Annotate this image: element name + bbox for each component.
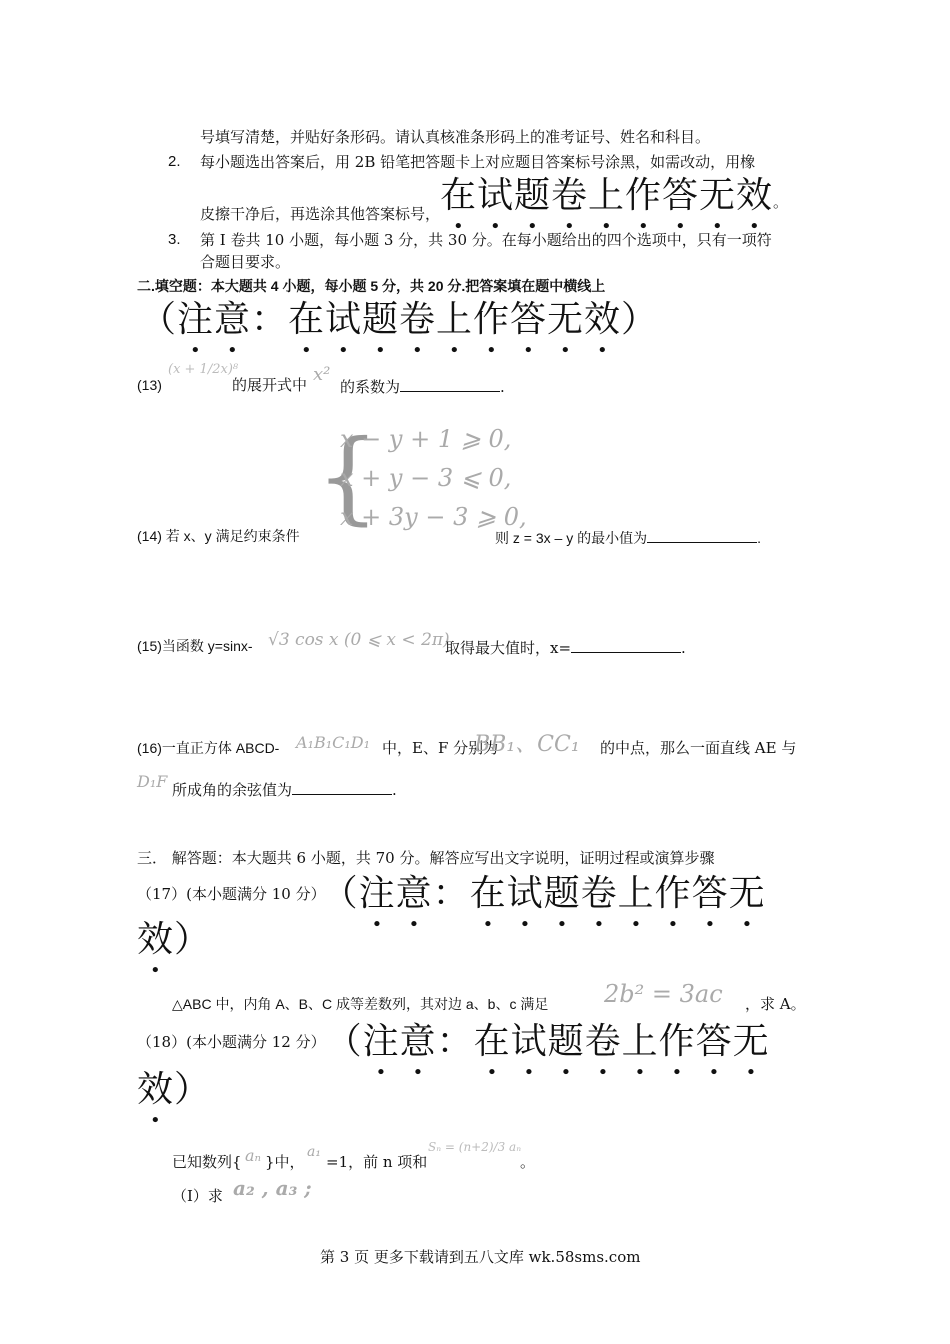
q17-warning-line2: 效） — [137, 919, 212, 960]
q16-label: (16)一直正方体 ABCD- — [137, 740, 280, 756]
q14-brace: { — [316, 418, 380, 535]
q18-an-expression: aₙ — [245, 1146, 262, 1165]
q14-text-end — [495, 526, 761, 548]
instruction-1-continued: 号填写清楚，并贴好条形码。请认真核准条形码上的准考证号、姓名和科目。 — [200, 128, 711, 146]
instruction-3-line2: 合题目要求。 — [200, 253, 291, 271]
q13-binomial-expression: (x + 1/2x)⁸ — [168, 362, 239, 377]
q15-label: (15)当函数 y=sinx- — [137, 638, 253, 654]
instruction-3-line1: 第 I 卷共 10 小题，每小题 3 分，共 30 分。在每小题给出的四个选项中，只有一项符 — [200, 231, 772, 249]
q14-constraint-3: x + 3y − 3 ⩾ 0, — [340, 503, 527, 531]
q15-end-text: 取得最大值时，x= — [445, 639, 572, 657]
q18-header — [137, 1020, 770, 1083]
instruction-2-warning: 在试题卷上作答无效 — [440, 175, 774, 216]
q13-period: . — [500, 378, 505, 396]
q14-answer-blank — [647, 526, 757, 543]
section-2-warning: （注意：在试题卷上作答无效） — [140, 299, 659, 340]
q18-text-d: 。 — [520, 1153, 536, 1171]
q15-expression: √3 cos x (0 ⩽ x < 2π) — [268, 630, 450, 650]
q17-warning-line1: （注意：在试题卷上作答无 — [339, 873, 766, 914]
q14-constraint-2: x + y − 3 ⩽ 0, — [340, 464, 512, 492]
section-2-heading: 二.填空题：本大题共 4 小题，每小题 5 分，共 20 分.把答案填在题中横线上 — [137, 278, 606, 294]
q14-period: . — [757, 530, 761, 546]
instruction-2-end: 。 — [773, 193, 789, 211]
q18-text-b: }中， — [265, 1153, 305, 1171]
q18-sn-expression: Sₙ = (n+2)/3 aₙ — [428, 1140, 522, 1154]
q18-part1-expression: a₂ , a₃ ; — [233, 1176, 312, 1200]
q16-answer-blank — [292, 778, 392, 795]
q17-label: （17）(本小题满分 10 分） — [137, 885, 326, 903]
instruction-2-text: 皮擦干净后，再选涂其他答案标号， — [200, 205, 441, 223]
q13-power-expression: x² — [313, 364, 331, 385]
q16-text-mid2: 的中点，那么一面直线 AE 与 — [600, 739, 797, 757]
q15-period: . — [681, 639, 686, 657]
instruction-2-line1: 每小题选出答案后，用 2B 铅笔把答题卡上对应题目答案标号涂黑，如需改动，用橡 — [200, 153, 756, 171]
q17-header — [137, 872, 766, 935]
q18-label: （18）(本小题满分 12 分） — [137, 1033, 326, 1051]
instruction-2-line2 — [200, 174, 788, 237]
q18-text-c: =1，前 n 项和 — [326, 1153, 428, 1171]
q15-text-end — [445, 636, 686, 658]
q16-text-mid1: 中，E、F 分别为 — [382, 739, 499, 757]
q16-edges-expression: BB₁、CC₁ — [474, 732, 580, 757]
q16-d1f-expression: D₁F — [137, 772, 168, 791]
section-3-heading: 三． 解答题：本大题共 6 小题，共 70 分。解答应写出文字说明，证明过程或演算步骤 — [137, 849, 715, 867]
q18-text-a: 已知数列{ — [172, 1153, 242, 1171]
instruction-3-number: 3. — [168, 231, 181, 248]
q13-text-middle: 的展开式中 — [232, 376, 308, 394]
q13-text-end — [340, 375, 505, 397]
q16-period: . — [392, 781, 397, 799]
q15-answer-blank — [571, 636, 681, 653]
q18-part1-label: （Ⅰ）求 — [172, 1187, 223, 1205]
q17-text-end: ，求 A。 — [745, 995, 806, 1013]
q14-label: (14) 若 x、y 满足约束条件 — [137, 528, 300, 544]
q14-end-text: 则 z = 3x – y 的最小值为 — [495, 530, 648, 546]
page-footer: 第 3 页 更多下载请到五八文库 wk.58sms.com — [320, 1248, 641, 1266]
q13-label: (13) — [137, 377, 162, 393]
q13-answer-blank — [400, 375, 500, 392]
q16-text-end — [172, 778, 397, 800]
q18-warning-line1: （注意：在试题卷上作答无 — [343, 1021, 770, 1062]
q13-end-text: 的系数为 — [340, 378, 401, 396]
q18-a1-expression: a₁ — [307, 1144, 321, 1160]
q14-constraint-1: x − y + 1 ⩾ 0, — [340, 425, 512, 453]
q16-end-text: 所成角的余弦值为 — [172, 781, 293, 799]
instruction-2-number: 2. — [168, 153, 181, 170]
q18-warning-line2: 效） — [137, 1069, 212, 1110]
q17-equation: 2b² = 3ac — [604, 980, 723, 1008]
q17-text-start: △ABC 中，内角 A、B、C 成等差数列，其对边 a、b、c 满足 — [172, 996, 549, 1012]
q16-cube-expression: A₁B₁C₁D₁ — [296, 733, 371, 752]
